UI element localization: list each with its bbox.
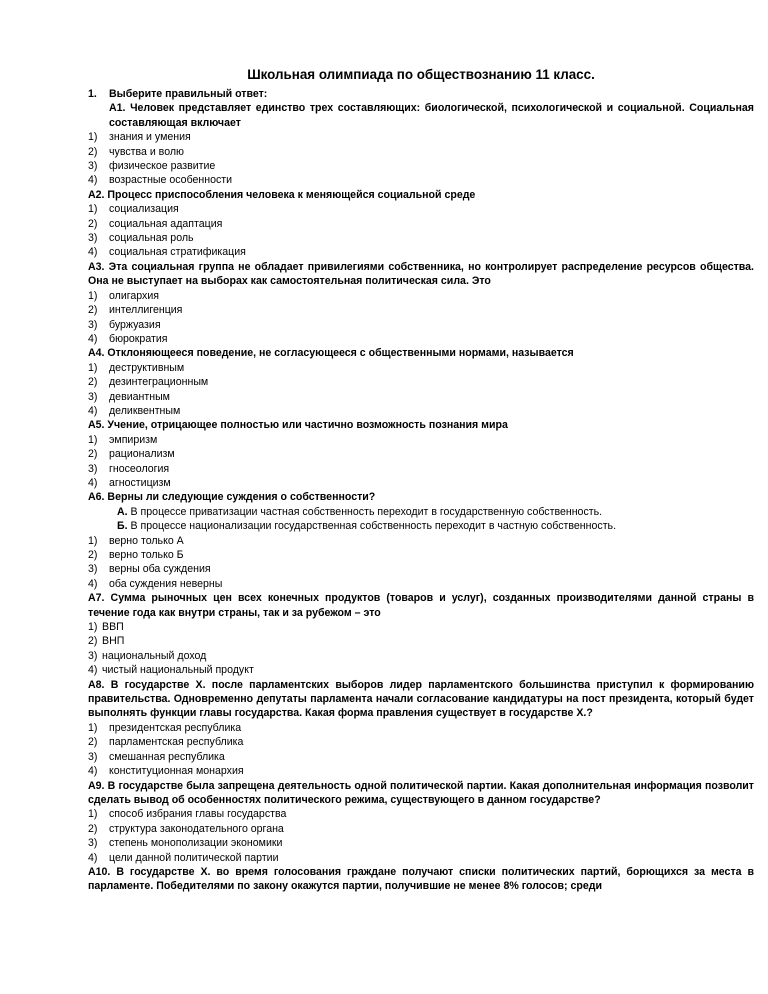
option: 2) ВНП xyxy=(88,635,125,648)
option: 4) возрастные особенности xyxy=(88,174,233,187)
task-label: Выберите правильный ответ: xyxy=(109,88,268,100)
question-a5: А5. Учение, отрицающее полностью или частично возможность познания мира xyxy=(88,419,508,432)
statement-a: А. В процессе приватизации частная собственность переходит в государственную собственность. xyxy=(117,505,603,518)
option: 4) агностицизм xyxy=(88,476,171,489)
question-a4: А4. Отклоняющееся поведение, не согласующееся с общественными нормами, называется xyxy=(88,347,574,360)
option: 4) бюрократия xyxy=(88,332,168,345)
option: 3) смешанная республика xyxy=(88,750,225,763)
question-a10: А10. В государстве Х. во время голосования граждане получают списки политических партий, борющихся за места в парламенте. Победителями по закону окажутся партии, получившие не менее 8% голосов; среди xyxy=(88,865,754,893)
option: 1) олигархия xyxy=(88,289,160,302)
option: 3) социальная роль xyxy=(88,232,194,245)
option: 2) социальная адаптация xyxy=(88,217,223,230)
option: 2) чувства и волю xyxy=(88,145,184,158)
option: 3) девиантным xyxy=(88,390,170,403)
option: 2) структура законодательного органа xyxy=(88,822,284,835)
option: 4) чистый национальный продукт xyxy=(88,664,254,677)
option: 1) социализация xyxy=(88,203,179,216)
option: 1) способ избрания главы государства xyxy=(88,808,287,821)
page-title: Школьная олимпиада по обществознанию 11 класс. xyxy=(247,67,595,82)
option: 3) буржуазия xyxy=(88,318,161,331)
task-heading xyxy=(88,87,754,101)
option: 1) президентская республика xyxy=(88,721,242,734)
option: 2) парламентская республика xyxy=(88,736,244,749)
option: 1) эмпиризм xyxy=(88,433,158,446)
option: 3) национальный доход xyxy=(88,649,207,662)
question-a8: А8. В государстве Х. после парламентских выборов лидер парламентского большинства приступил к формированию правительства. Одновременно депутаты парламента начали согласование кандидатуры на пост президента, который будет выполнять функции главы государства. Какая форма правления существует в государстве Х.? xyxy=(88,678,754,720)
question-a3: А3. Эта социальная группа не обладает привилегиями собственника, но контролирует распределение ресурсов общества. Она не выступает на выборах как самостоятельная политическая сила. Это xyxy=(88,260,754,288)
question-a2: А2. Процесс приспособления человека к меняющейся социальной среде xyxy=(88,188,476,201)
question-a1: А1. Человек представляет единство трех составляющих: биологической, психологической и социальной. Социальная составляющая включает xyxy=(109,102,754,129)
option: 4) цели данной политической партии xyxy=(88,851,279,864)
question-a7: А7. Сумма рыночных цен всех конечных продуктов (товаров и услуг), созданных производителями данной страны в течение года как внутри страны, так и за рубежом – это xyxy=(88,592,754,619)
option: 3) верны оба суждения xyxy=(88,563,211,576)
option: 2) верно только Б xyxy=(88,549,184,561)
option: 1) деструктивным xyxy=(88,361,185,374)
question-a9: А9. В государстве была запрещена деятельность одной политической партии. Какая дополнительная информация позволит сделать вывод об особенностях политического режима, существующего в данном государстве? xyxy=(88,779,754,806)
statement-b: Б. В процессе национализации государственная собственность переходит в частную собственность. xyxy=(117,520,617,533)
option: 1) ВВП xyxy=(88,621,124,634)
option: 1) знания и умения xyxy=(88,131,191,144)
option: 4) оба суждения неверны xyxy=(88,577,223,590)
option: 4) социальная стратификация xyxy=(88,246,246,259)
option: 2) рационализм xyxy=(88,448,175,461)
option: 3) степень монополизации экономики xyxy=(88,837,283,850)
question-a6: А6. Верны ли следующие суждения о собственности? xyxy=(88,491,376,504)
option: 4) конституционная монархия xyxy=(88,765,244,778)
task-number: 1. xyxy=(88,88,97,100)
option: 1) верно только А xyxy=(88,534,184,547)
option: 3) физическое развитие xyxy=(88,160,216,173)
option: 2) интеллигенция xyxy=(88,304,183,317)
document-page xyxy=(88,66,754,894)
option: 4) деликвентным xyxy=(88,404,181,417)
option: 2) дезинтеграционным xyxy=(88,376,209,389)
option: 3) гносеология xyxy=(88,462,170,475)
